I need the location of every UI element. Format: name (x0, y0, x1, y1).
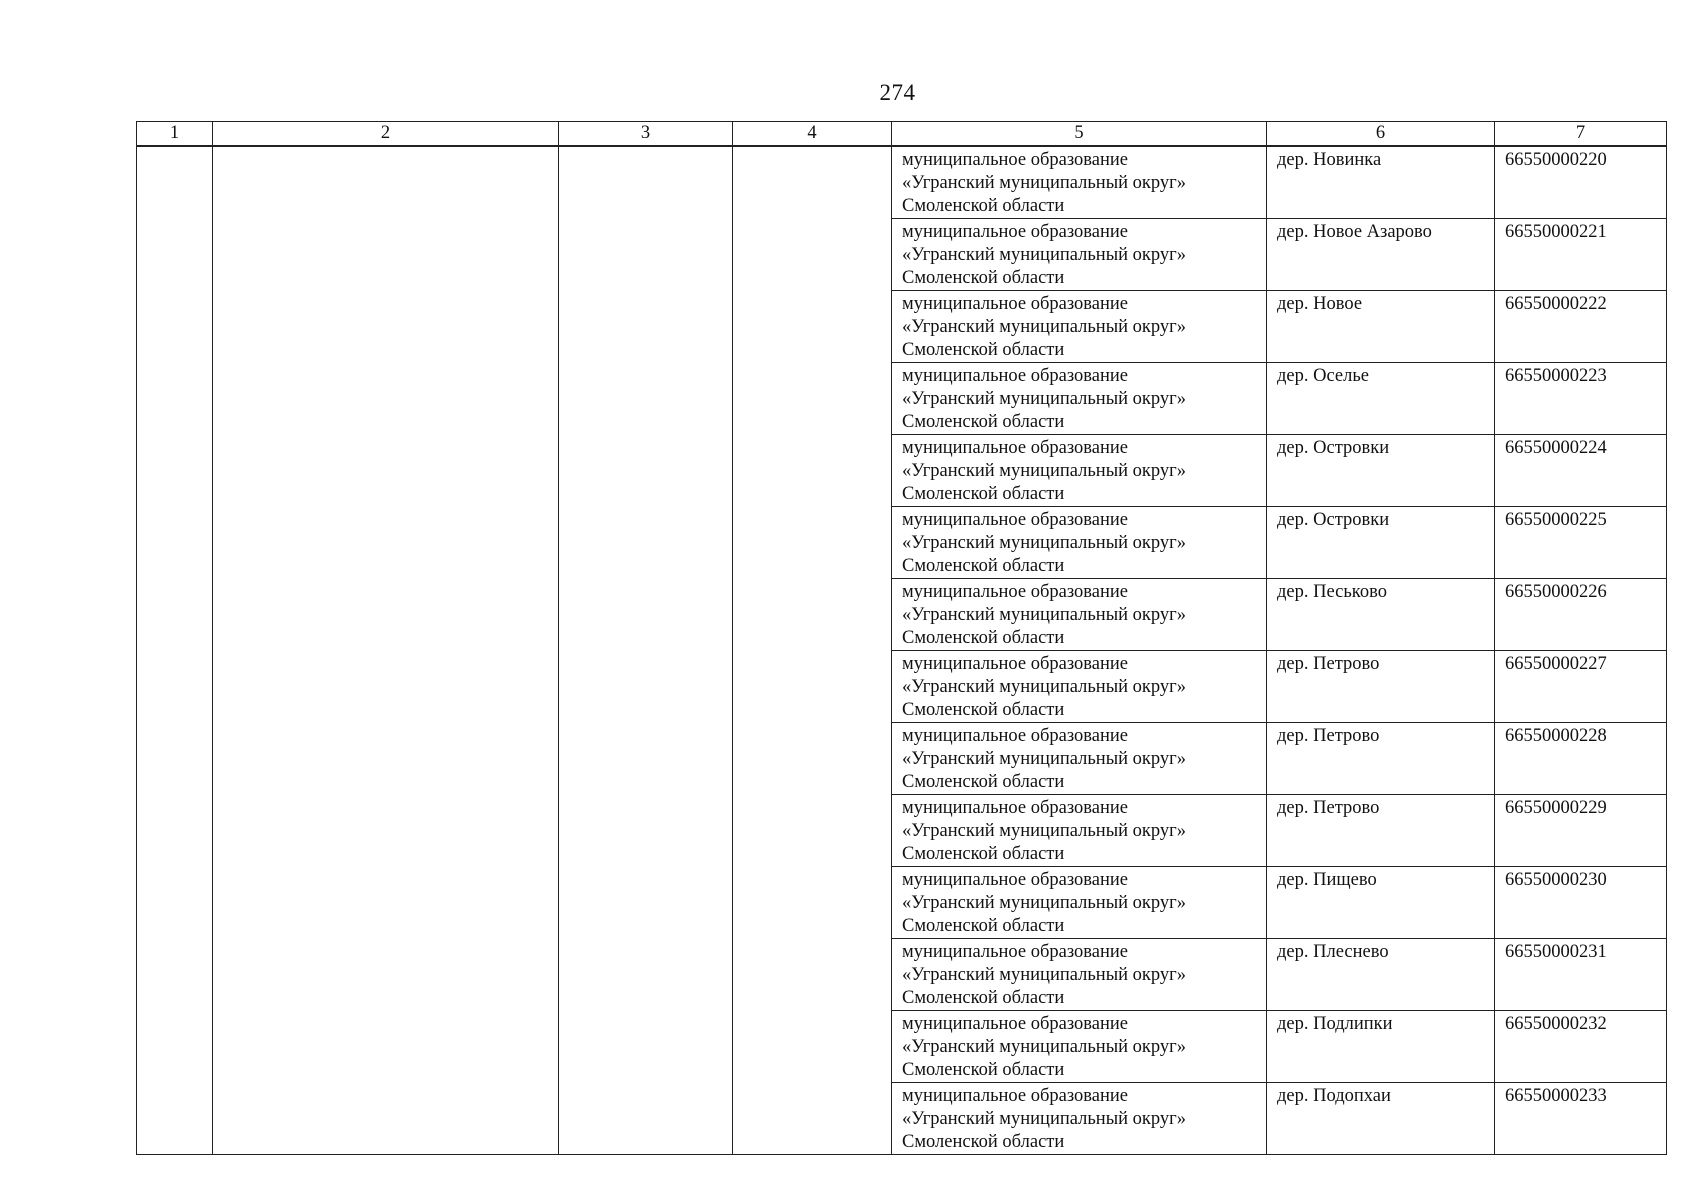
municipality-line: «Угранский муниципальный округ» (902, 893, 1186, 913)
column-header-4: 4 (733, 122, 892, 147)
settlement-cell: дер. Оселье (1267, 363, 1495, 435)
municipality-line: Смоленской области (902, 844, 1065, 864)
municipality-line: Смоленской области (902, 484, 1065, 504)
municipality-line: «Угранский муниципальный округ» (902, 605, 1186, 625)
municipality-line: «Угранский муниципальный округ» (902, 389, 1186, 409)
municipality-line: Смоленской области (902, 772, 1065, 792)
column-header-5: 5 (892, 122, 1267, 147)
municipality-line: «Угранский муниципальный округ» (902, 749, 1186, 769)
table-body (137, 146, 1667, 1155)
settlement-cell: дер. Петрово (1267, 795, 1495, 867)
page-number: 274 (879, 80, 916, 105)
oktmo-code-cell: 66550000230 (1495, 867, 1667, 939)
municipality-line: муниципальное образование (902, 366, 1129, 386)
settlement-cell: дер. Пищево (1267, 867, 1495, 939)
settlement-cell: дер. Новое (1267, 291, 1495, 363)
municipality-line: муниципальное образование (902, 942, 1129, 962)
municipality-cell (892, 651, 1267, 723)
column-header-7: 7 (1495, 122, 1667, 147)
oktmo-code-cell: 66550000227 (1495, 651, 1667, 723)
municipality-cell (892, 939, 1267, 1011)
municipality-line: муниципальное образование (902, 582, 1129, 602)
municipality-line: муниципальное образование (902, 222, 1129, 242)
municipality-line: «Угранский муниципальный округ» (902, 461, 1186, 481)
oktmo-code-cell: 66550000232 (1495, 1011, 1667, 1083)
oktmo-code-cell: 66550000228 (1495, 723, 1667, 795)
municipality-line: «Угранский муниципальный округ» (902, 965, 1186, 985)
municipality-line: Смоленской области (902, 556, 1065, 576)
municipality-line: «Угранский муниципальный округ» (902, 1037, 1186, 1057)
oktmo-code-cell: 66550000229 (1495, 795, 1667, 867)
merged-empty-cell-col-1 (137, 146, 213, 1155)
municipality-cell (892, 795, 1267, 867)
municipality-line: Смоленской области (902, 916, 1065, 936)
settlement-cell: дер. Островки (1267, 435, 1495, 507)
municipality-cell (892, 723, 1267, 795)
municipality-line: «Угранский муниципальный округ» (902, 677, 1186, 697)
column-header-3: 3 (559, 122, 733, 147)
oktmo-code-cell: 66550000225 (1495, 507, 1667, 579)
settlement-cell: дер. Новинка (1267, 146, 1495, 219)
registry-table (136, 121, 1667, 1155)
column-header-1: 1 (137, 122, 213, 147)
settlement-cell: дер. Островки (1267, 507, 1495, 579)
municipality-cell (892, 867, 1267, 939)
municipality-line: муниципальное образование (902, 1014, 1129, 1034)
municipality-line: муниципальное образование (902, 726, 1129, 746)
municipality-line: муниципальное образование (902, 870, 1129, 890)
municipality-line: муниципальное образование (902, 438, 1129, 458)
settlement-cell: дер. Подлипки (1267, 1011, 1495, 1083)
municipality-line: муниципальное образование (902, 294, 1129, 314)
oktmo-code-cell: 66550000220 (1495, 146, 1667, 219)
municipality-line: «Угранский муниципальный округ» (902, 821, 1186, 841)
municipality-line: Смоленской области (902, 268, 1065, 288)
merged-empty-cell-col-3 (559, 146, 733, 1155)
municipality-cell (892, 579, 1267, 651)
municipality-cell (892, 219, 1267, 291)
municipality-line: «Угранский муниципальный округ» (902, 1109, 1186, 1129)
column-header-6: 6 (1267, 122, 1495, 147)
municipality-cell (892, 435, 1267, 507)
header-row (137, 122, 1667, 147)
registry-table-container (136, 121, 1666, 1155)
municipality-line: Смоленской области (902, 196, 1065, 216)
municipality-line: «Угранский муниципальный округ» (902, 533, 1186, 553)
table-row (137, 146, 1667, 219)
municipality-cell (892, 1011, 1267, 1083)
municipality-line: муниципальное образование (902, 1086, 1129, 1106)
municipality-cell (892, 146, 1267, 219)
merged-empty-cell-col-2 (213, 146, 559, 1155)
municipality-cell (892, 291, 1267, 363)
oktmo-code-cell: 66550000233 (1495, 1083, 1667, 1155)
oktmo-code-cell: 66550000223 (1495, 363, 1667, 435)
municipality-line: «Угранский муниципальный округ» (902, 173, 1186, 193)
municipality-line: муниципальное образование (902, 654, 1129, 674)
municipality-cell (892, 507, 1267, 579)
oktmo-code-cell: 66550000231 (1495, 939, 1667, 1011)
municipality-line: муниципальное образование (902, 150, 1129, 170)
municipality-line: Смоленской области (902, 628, 1065, 648)
municipality-line: Смоленской области (902, 340, 1065, 360)
municipality-line: Смоленской области (902, 700, 1065, 720)
settlement-cell: дер. Плеснево (1267, 939, 1495, 1011)
settlement-cell: дер. Петрово (1267, 723, 1495, 795)
oktmo-code-cell: 66550000224 (1495, 435, 1667, 507)
settlement-cell: дер. Новое Азарово (1267, 219, 1495, 291)
settlement-cell: дер. Петрово (1267, 651, 1495, 723)
municipality-line: Смоленской области (902, 988, 1065, 1008)
municipality-line: «Угранский муниципальный округ» (902, 317, 1186, 337)
merged-empty-cell-col-4 (733, 146, 892, 1155)
settlement-cell: дер. Подопхаи (1267, 1083, 1495, 1155)
municipality-line: муниципальное образование (902, 798, 1129, 818)
settlement-cell: дер. Песьково (1267, 579, 1495, 651)
municipality-cell (892, 363, 1267, 435)
municipality-line: муниципальное образование (902, 510, 1129, 530)
oktmo-code-cell: 66550000226 (1495, 579, 1667, 651)
municipality-cell (892, 1083, 1267, 1155)
municipality-line: Смоленской области (902, 1132, 1065, 1152)
municipality-line: «Угранский муниципальный округ» (902, 245, 1186, 265)
municipality-line: Смоленской области (902, 412, 1065, 432)
oktmo-code-cell: 66550000221 (1495, 219, 1667, 291)
municipality-line: Смоленской области (902, 1060, 1065, 1080)
oktmo-code-cell: 66550000222 (1495, 291, 1667, 363)
column-header-2: 2 (213, 122, 559, 147)
